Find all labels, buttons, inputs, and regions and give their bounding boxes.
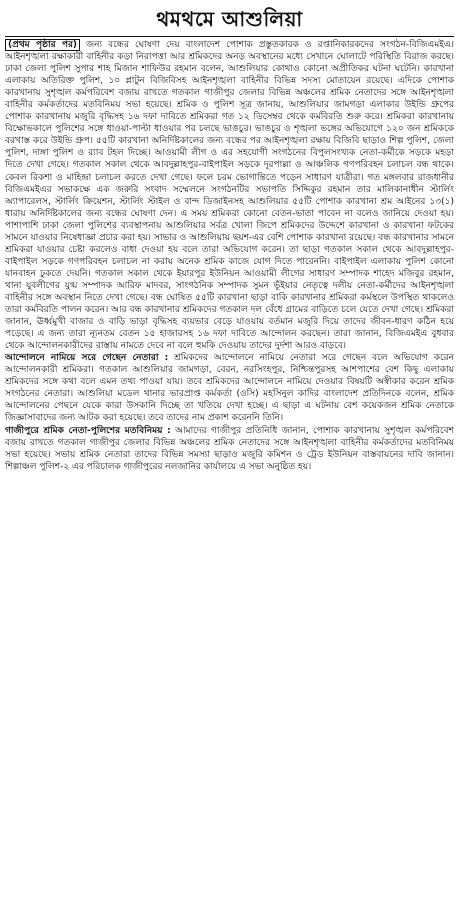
headline: থমথমে আশুলিয়া xyxy=(156,7,303,31)
lead-text: জন্য বন্ধের ঘোষণা দেয় বাংলাদেশ পোশাক প্রস্তুতকারক ও রপ্তানিকারকদের সংগঠন-বিজিএমইএ। আইনশৃঙ্খলা রক্ষাকারী বাহিনীর কড়া নিরাপত্তা আর শ্রমিকদের অনড় অবস্থানের মধ্যে সেখানে ঘোলাটে পরিস্থিতি বিরাজ করছে। ঢাকা জেলা পুলিশ সুপার শাহ মিজান শাফিউর রহমান বলেন, আশুলিয়ার কোথাও কোনো অপ্রীতিকর ঘটনা ঘটেনি। কারখানা এলাকায় অতিরিক্ত পুলিশ, ১০ প্লাটুন বিজিবিসহ আইনশৃঙ্খলা বাহিনীর বিভিন্ন সদস্য মোতায়েন রয়েছে। এদিকে পোশাক কারখানায় সুশৃঙ্খল কর্মপরিবেশ বজায় রাখতে গতকাল গাজীপুর জেলার বিভিন্ন অঞ্চলের শ্রমিক নেতাদের সঙ্গে আইনশৃঙ্খলা বাহিনীর কর্মকর্তাদের মতবিনিময় সভা হয়েছে। শ্রমিক ও পুলিশ সূত্র জানায়, আশুলিয়ার জামগড়া এলাকার উইন্ডি গ্রুপের পোশাক কারখানায় মজুরি বৃদ্ধিসহ ১৬ দফা দাবিতে শ্রমিকরা গত ১২ ডিসেম্বর থেকে কর্মবিরতি শুরু করে। শ্রমিকরা কারখানায় বিক্ষোভকালে পুলিশের সঙ্গে ধাওয়া-পাল্টা ধাওয়ার পর চলছে ভাঙচুর। ভাঙচুর ও শৃঙ্খলা ভঙ্গের অভিযোগে ১২০ জন শ্রমিককে বরখাস্ত করে উইন্ডি গ্রুপ। ৫৫টি কারখানা অনির্দিষ্টকালের জন্য বন্ধের পর আইনশৃঙ্খলা রক্ষায় বিজিবি ছাড়াও শিল্প পুলিশ, জেলা পুলিশ, দাঙ্গা পুলিশ ও র‌্যাব টহল দিচ্ছে। আওয়ামী লীগ ও এর সহযোগী সংগঠনের বিপুলসংখ্যক নেতা-কর্মীকে সড়কে মহড়া দিতে দেখা গেছে। গতকাল সকাল থেকে আবদুল্লাহপুর-বাইপাইল সড়কে দূরপাল্লা ও আঞ্চলিক গণপরিবহন চলাচল বন্ধ থাকে। কেবল রিকশা ও মাহিন্দ্রা চলাচল করতে দেখা গেছে। ফলে চরম ভোগান্তিতে পড়েন সাধারণ যাত্রীরা। গত মঙ্গলবার রাজধানীর বিজিএমইএর সভাকক্ষে এক জরুরি সংবাদ সম্মেলনে সংগঠনটির সভাপতি সিদ্দিকুর রহমান তার মালিকানাধীন স্টার্লিং অ্যাপারেলস, স্টার্লিং ক্রিয়েশন, স্টার্লিং স্টাইল ও বান্দ ডিজাইনসহ আশুলিয়ার ৫৫টি পোশাক কারখানা শ্রম আইনের ১৩(১) ধারায় অনির্দিষ্টকালের জন্য বন্ধের ঘোষণা দেন। এ সময় শ্রমিকরা কোনো বেতন-ভাতা পাবেন না বলেও জানিয়ে দেওয়া হয়। পাশাপাশি ঢাকা জেলা পুলিশের ব্যবস্থাপনায় আশুলিয়ার সর্বত্র খোলা জিপে শ্রমিকদের উদ্দেশে কারখানা ও কারখানা ফটকের সামনে যাওয়ার নিষেধাজ্ঞা প্রচার করা হয়। সাভার ও আশুলিয়ায় ছয়শ-এর বেশি পোশাক কারখানা রয়েছে। বন্ধ কারখানার সামনে শ্রমিকরা যাওয়ার চেষ্টা করলেও বাধা দেওয়া হয় বলে তারা অভিযোগ করেন। তা ছাড়া গতকাল সকাল থেকে আবদুল্লাহপুর-বাইপাইল সড়কে গণপরিবহন চলাচল না করায় অনেক শ্রমিক কাজে যোগ দিতে পারেননি। বাইপাইল এলাকায় পুলিশ কোনো যানবাহন ঢুকতে দেয়নি। গতকাল সকাল থেকে ইয়ারপুর ইউনিয়ন আওয়ামী লীগের সাধারণ সম্পাদক শাহেদ মজিবুর রহমান, থানা যুবলীগের যুগ্ম সম্পাদক আরিফ মাদবর, সাংগঠনিক সম্পাদক সুমন ভূঁইয়ার নেতৃত্বে দলীয় নেতা-কর্মীদের আইনশৃঙ্খলা বাহিনীর সঙ্গে অবস্থান নিতে দেখা গেছে। বন্ধ ঘোষিত ৫৫টি কারখানা ছাড়া বাকি কারখানার শ্রমিকরা কর্মস্থলে উপস্থিত থাকলেও তারা কর্মবিরতি পালন করেন। আর বন্ধ কারখানার শ্রমিকদের গতকাল দল বেঁধে গ্রামের বাড়িতে চলে যেতে দেখা গেছে। শ্রমিকরা জানান, ঊর্ধ্বমুখী বাজার ও বাড়ি ভাড়া বৃদ্ধিসহ ব্যয়ভার বেড়ে যাওয়ায় বর্তমান মজুরি দিয়ে তাদের জীবন-ধারণ কঠিন হয়ে পড়েছে। এ জন্য তারা ন্যূনতম বেতন ১৫ হাজারসহ ১৬ দফা দাবিতে আন্দোলন করছেন। তারা জানান, বিজিএমইএ বুধবার থেকে আন্দোলনকারীদের রাস্তায় নামতে দেবে না বলে হুমকি দেওয়ায় তাদের দুর্দশা আরও বাড়বে। xyxy=(5,40,454,352)
section-1-text: শ্রমিকদের আন্দোলনে নামিয়ে নেতারা সরে গেছেন বলে অভিযোগ করেন আন্দোলনকারী শ্রমিকরা। গতকাল আশুলিয়ার জামগড়া, বেরন, নরসিংহপুর, নিশ্চিন্তপুরসহ আশপাশের বেশ কিছু এলাকায় শ্রমিকদের সঙ্গে কথা বলে এমন তথ্য পাওয়া যায়। তবে শ্রমিকদের আন্দোলনে নামিয়ে দেওয়ার বিষয়টি অস্বীকার করেন শ্রমিক সংগঠনের নেতারা। আশুলিয়া মডেল থানার ভারপ্রাপ্ত কর্মকর্তা (ওসি) মহসিনুল কাদির বাংলাদেশ প্রতিদিনকে বলেন, শ্রমিক আন্দোলনের পেছনে যেকে কারা উসকানি দিচ্ছে তা খতিয়ে দেখা হচ্ছে। এ ছাড়া এ ঘটনায় বেশ কয়েকজন শ্রমিক নেতাকে জিজ্ঞাসাবাদের জন্য আটক করা হয়েছে। তবে তাদের নাম প্রকাশ করেননি তিনি। xyxy=(5,353,454,424)
section-2-text: আমাদের গাজীপুর প্রতিনিধি জানান, পোশাক কারখানায় সুশৃঙ্খল কর্মপরিবেশ বজায় রাখতে গতকাল গাজীপুর জেলার বিভিন্ন অঞ্চলের শ্রমিক নেতাদের সঙ্গে আইনশৃঙ্খলা বাহিনীর কর্মকর্তাদের মতবিনিময় সভা হয়েছে। সভায় শ্রমিক নেতারা তাদের বিভিন্ন সমস্যা ছাড়াও মজুরি কমিশন ও ট্রেড ইউনিয়ন বাস্তবায়নের দাবি জানান। শিল্পাঞ্চল পুলিশ-২ এর পরিচালক গাজীপুরের নলজানির কার্যালয়ে এ সভা অনুষ্ঠিত হয়। xyxy=(5,425,454,472)
section-2-title: গাজীপুরে শ্রমিক নেতা-পুলিশের মতবিনিময় : xyxy=(5,425,171,436)
section-1 xyxy=(5,352,454,424)
section-2 xyxy=(5,425,454,473)
article-body xyxy=(5,39,454,473)
section-1-title: আন্দোলনে নামিয়ে সরে গেছেন নেতারা : xyxy=(5,353,169,364)
continuation-kicker: (প্রথম পৃষ্ঠার পর) xyxy=(5,39,80,51)
lead-paragraph xyxy=(5,39,454,352)
headline-rule xyxy=(5,36,454,37)
